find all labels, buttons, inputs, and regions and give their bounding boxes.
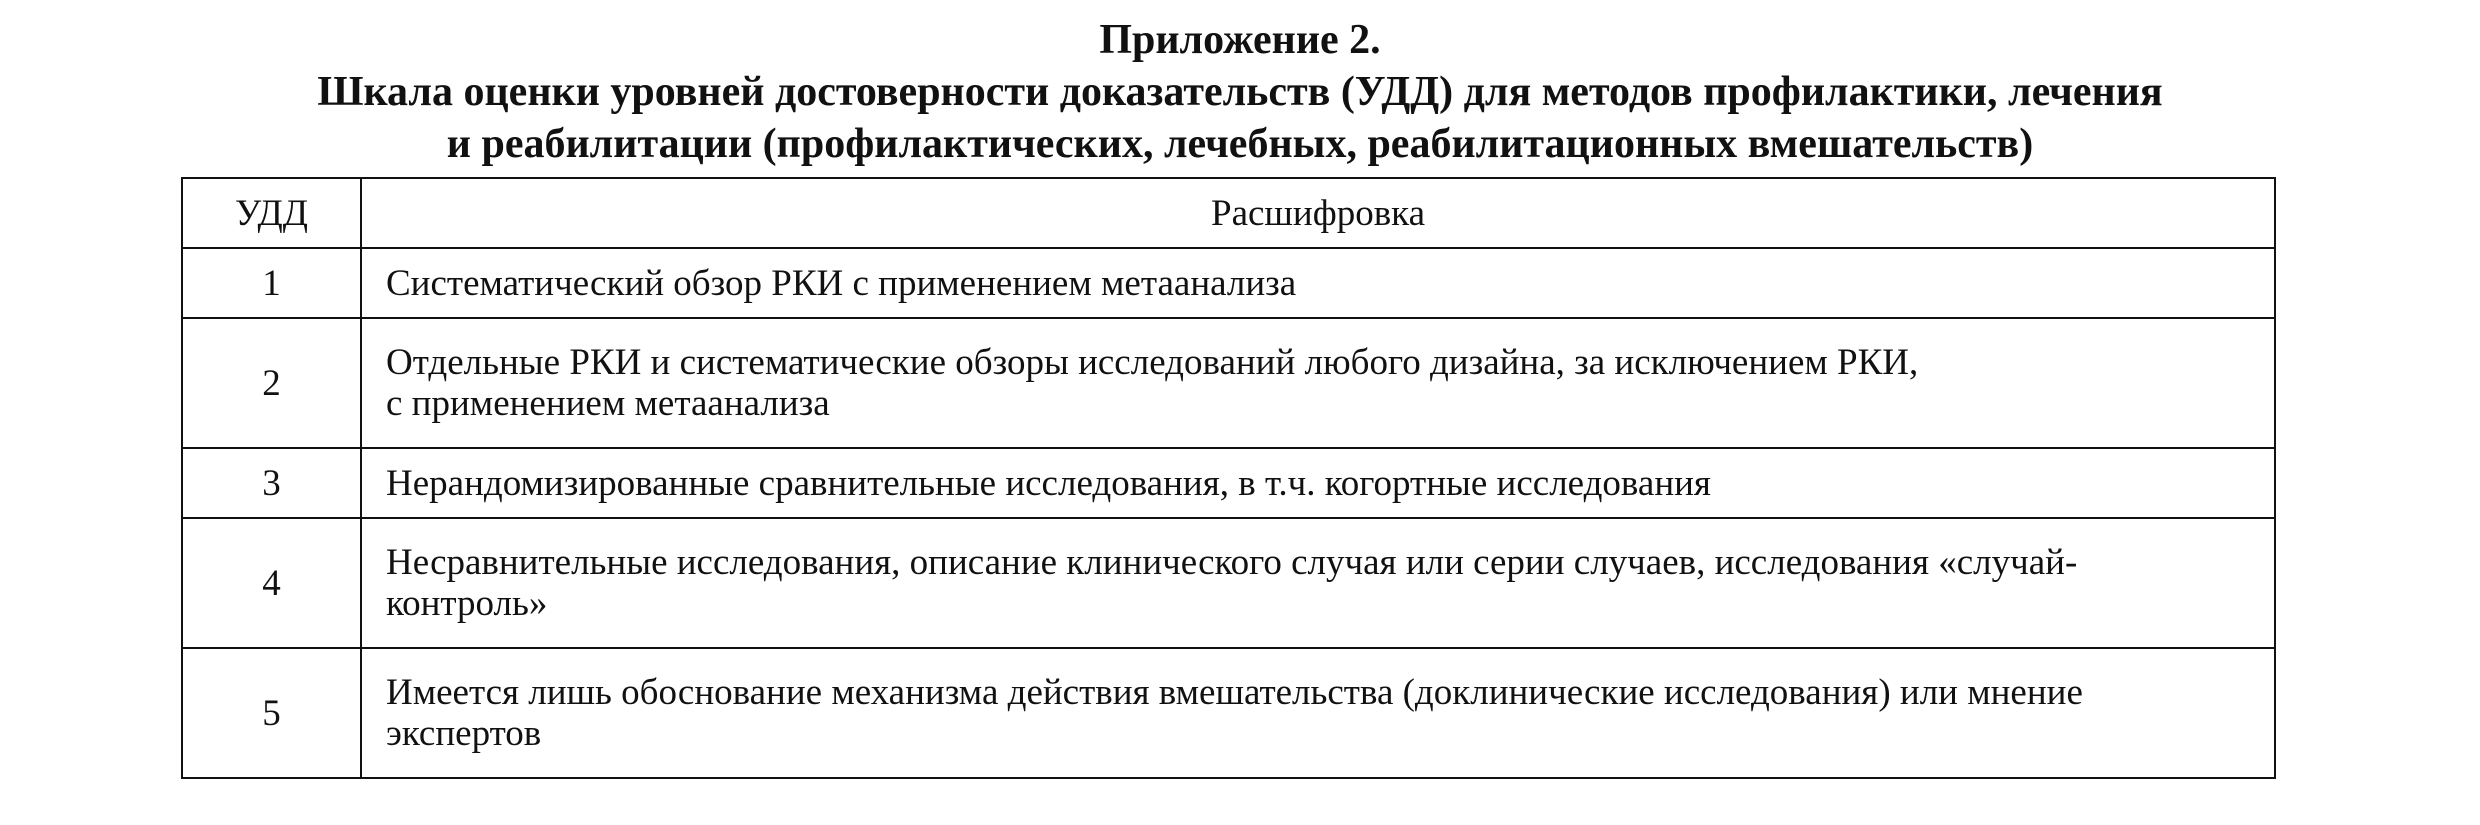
- description-line: Систематический обзор РКИ с применением метаанализа: [386, 262, 1297, 304]
- description-line: контроль»: [386, 583, 548, 624]
- description-cell: [361, 648, 2275, 778]
- description-line: с применением метаанализа: [386, 383, 830, 424]
- level-cell: 4: [182, 518, 361, 648]
- level-cell: 1: [182, 248, 361, 318]
- header-level: УДД: [182, 178, 361, 248]
- scale-title-line-2: и реабилитации (профилактических, лечебных, реабилитационных вмешательств): [446, 121, 2034, 167]
- description-line: Несравнительные исследования, описание клинического случая или серии случаев, исследования «случай-: [386, 542, 2078, 583]
- level-cell: 3: [182, 448, 361, 518]
- appendix-title: Приложение 2.: [1099, 17, 1381, 63]
- evidence-level-table: [181, 177, 2276, 779]
- scale-title-line-1: Шкала оценки уровней достоверности доказательств (УДД) для методов профилактики, лечения: [317, 69, 2163, 115]
- level-cell: 2: [182, 318, 361, 448]
- description-line: Нерандомизированные сравнительные исследования, в т.ч. когортные исследования: [386, 462, 1711, 504]
- table-row: [182, 518, 2275, 648]
- table-row: [182, 318, 2275, 448]
- table-header-row: [182, 178, 2275, 248]
- description-cell: [361, 318, 2275, 448]
- table-row: [182, 248, 2275, 318]
- description-line: Имеется лишь обоснование механизма действия вмешательства (доклинические исследования) или мнение: [386, 672, 2083, 713]
- description-cell: [361, 248, 2275, 318]
- header-description: Расшифровка: [361, 178, 2275, 248]
- description-line: экспертов: [386, 713, 542, 754]
- description-cell: [361, 518, 2275, 648]
- level-cell: 5: [182, 648, 361, 778]
- description-line: Отдельные РКИ и систематические обзоры исследований любого дизайна, за исключением РКИ,: [386, 342, 1919, 383]
- page-heading: [0, 14, 2480, 170]
- description-cell: [361, 448, 2275, 518]
- table-row: [182, 448, 2275, 518]
- table-row: [182, 648, 2275, 778]
